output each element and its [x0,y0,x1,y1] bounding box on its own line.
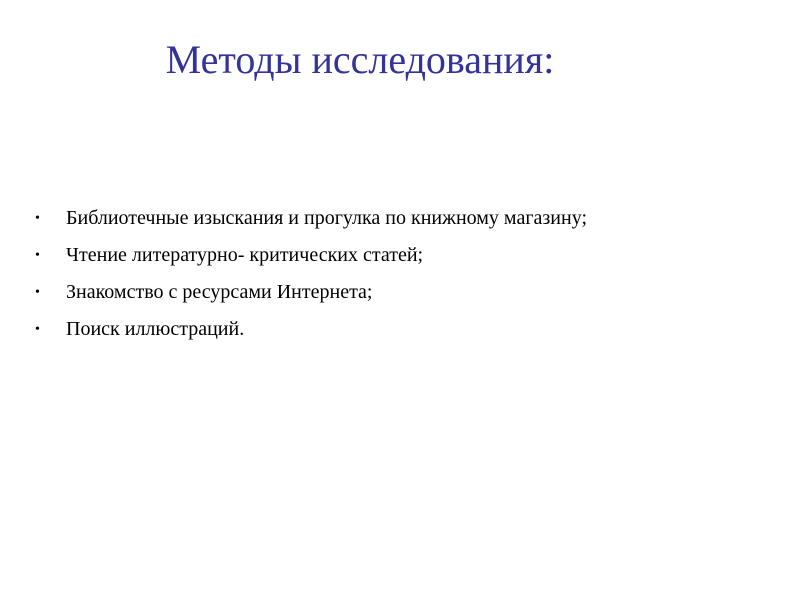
bullet-item-internet-resources [35,279,675,306]
bullet-icon: • [35,211,40,226]
bullet-item-illustrations [35,316,675,343]
bullet-text: Поиск иллюстраций. [66,318,245,340]
bullet-item-library [35,205,675,232]
bullet-text: Библиотечные изыскания и прогулка по книжному магазину; [66,207,587,229]
slide-title: Методы исследования: [165,37,555,82]
bullet-list [35,205,675,353]
bullet-icon: • [35,285,40,300]
bullet-text: Знакомство с ресурсами Интернета; [66,281,373,303]
bullet-icon: • [35,322,40,337]
bullet-text: Чтение литературно- критических статей; [66,244,424,266]
bullet-item-critical-articles [35,242,675,269]
bullet-icon: • [35,248,40,263]
